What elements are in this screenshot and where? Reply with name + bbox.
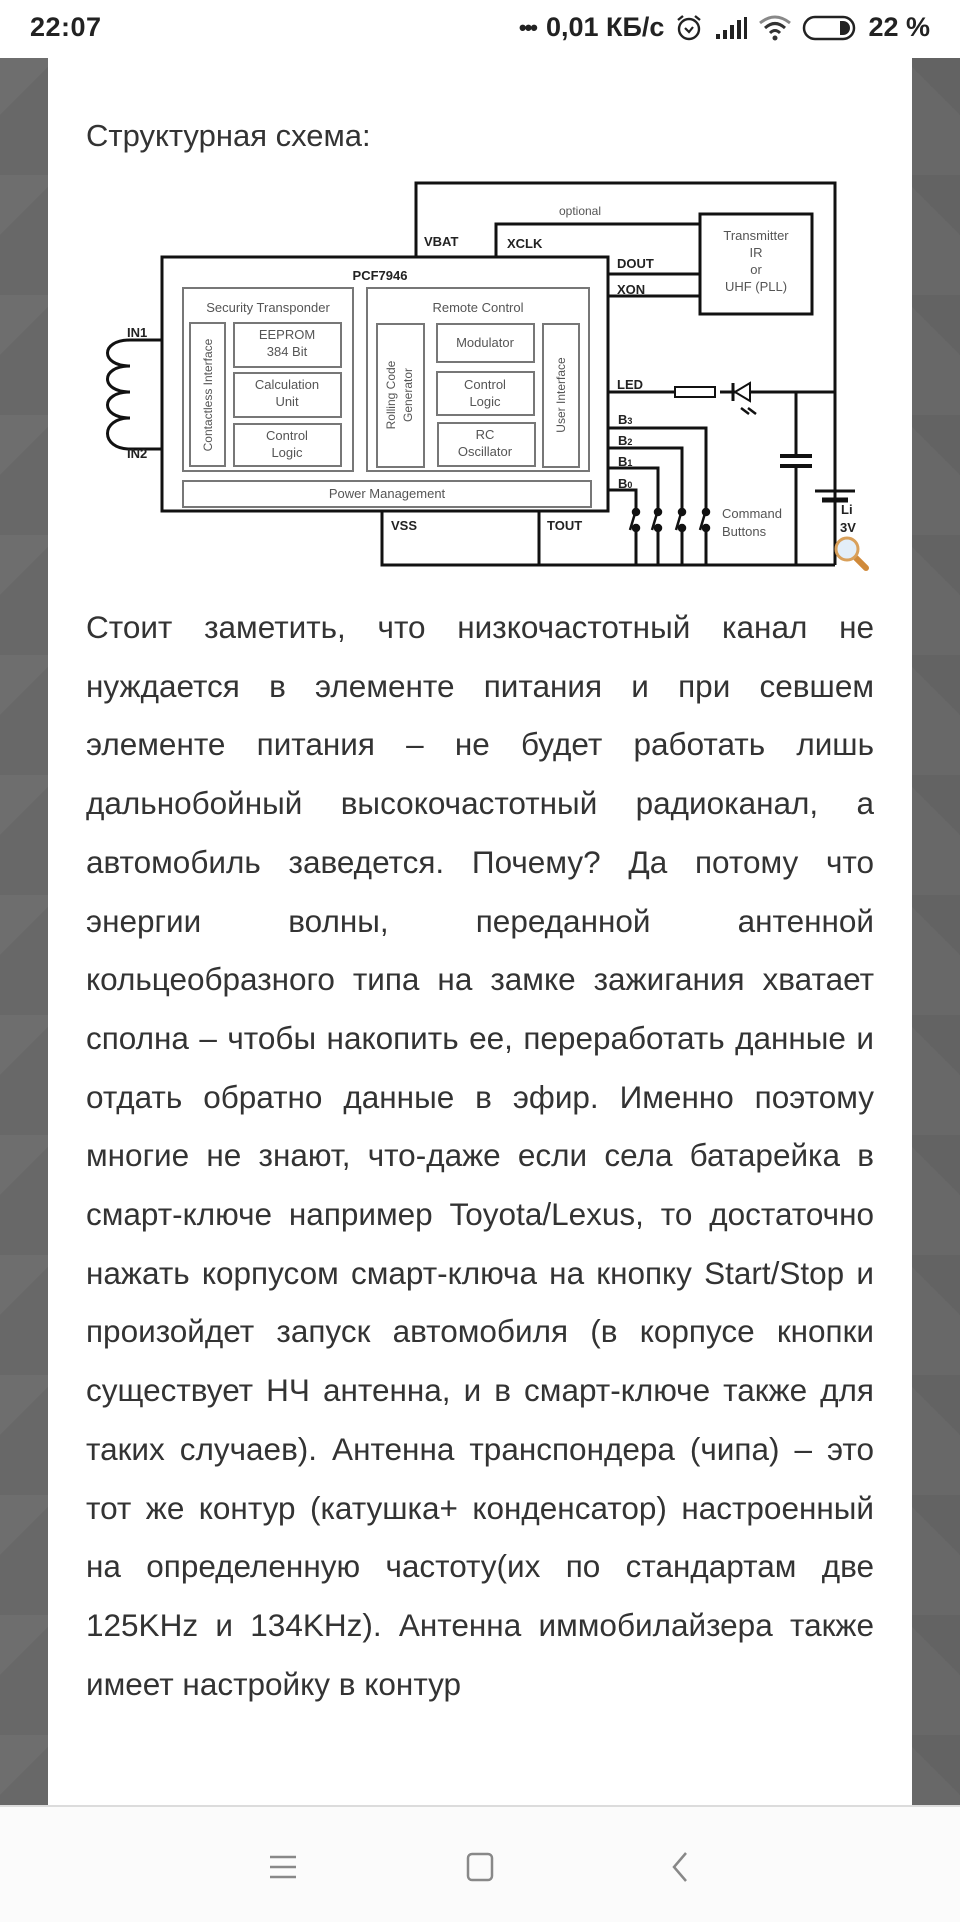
svg-text:Rolling Code: Rolling Code bbox=[384, 360, 398, 430]
svg-text:Unit: Unit bbox=[275, 394, 299, 409]
wifi-icon bbox=[758, 14, 792, 42]
svg-text:LED: LED bbox=[617, 377, 643, 392]
svg-text:Control: Control bbox=[266, 428, 308, 443]
svg-text:optional: optional bbox=[558, 204, 602, 218]
system-nav-bar bbox=[0, 1805, 960, 1922]
svg-text:B3: B3 bbox=[618, 412, 633, 427]
svg-text:Oscillator: Oscillator bbox=[457, 444, 513, 459]
home-square-icon bbox=[465, 1851, 495, 1883]
network-speed: 0,01 КБ/с bbox=[545, 12, 665, 42]
svg-text:384 Bit: 384 Bit bbox=[266, 344, 308, 359]
svg-text:Modulator: Modulator bbox=[456, 335, 514, 350]
block-diagram-image[interactable] bbox=[48, 58, 912, 578]
svg-text:IN1: IN1 bbox=[127, 325, 148, 340]
svg-text:Buttons: Buttons bbox=[722, 524, 767, 539]
svg-text:IN2: IN2 bbox=[127, 446, 148, 461]
svg-text:Calculation: Calculation bbox=[254, 377, 320, 392]
svg-text:3V: 3V bbox=[840, 520, 856, 535]
svg-text:VSS: VSS bbox=[391, 518, 418, 533]
more-notifications-icon: ••• bbox=[518, 14, 536, 40]
menu-icon bbox=[268, 1852, 298, 1882]
svg-text:Contactless Interface: Contactless Interface bbox=[201, 338, 215, 452]
menu-button[interactable] bbox=[263, 1847, 303, 1887]
svg-text:DOUT: DOUT bbox=[617, 256, 654, 271]
battery-icon bbox=[802, 14, 858, 42]
svg-text:XON: XON bbox=[617, 282, 646, 297]
svg-text:UHF (PLL): UHF (PLL) bbox=[724, 279, 788, 294]
svg-text:Control: Control bbox=[464, 377, 506, 392]
svg-text:Logic: Logic bbox=[469, 394, 501, 409]
article-panel bbox=[48, 58, 912, 1805]
svg-text:B2: B2 bbox=[618, 433, 633, 448]
svg-text:Power Management: Power Management bbox=[328, 486, 446, 501]
svg-text:PCF7946: PCF7946 bbox=[352, 268, 408, 283]
svg-text:Command: Command bbox=[722, 506, 782, 521]
svg-text:B1: B1 bbox=[618, 454, 633, 469]
svg-text:Security Transponder: Security Transponder bbox=[206, 300, 330, 315]
status-time: 22:07 bbox=[30, 12, 102, 42]
back-button[interactable] bbox=[660, 1847, 700, 1887]
svg-text:Li: Li bbox=[841, 502, 853, 517]
back-chevron-icon bbox=[668, 1851, 692, 1883]
svg-text:Transmitter: Transmitter bbox=[723, 228, 789, 243]
svg-text:EEPROM: EEPROM bbox=[258, 327, 316, 342]
svg-text:RC: RC bbox=[475, 427, 495, 442]
section-heading: Структурная схема: bbox=[86, 117, 371, 153]
svg-text:Generator: Generator bbox=[401, 367, 415, 423]
status-indicators bbox=[519, 12, 930, 43]
alarm-icon bbox=[674, 13, 704, 43]
svg-text:or: or bbox=[750, 262, 762, 277]
svg-text:VBAT: VBAT bbox=[424, 234, 459, 249]
svg-text:B0: B0 bbox=[618, 476, 633, 491]
svg-text:Remote Control: Remote Control bbox=[432, 300, 524, 315]
zoom-magnifier-icon[interactable] bbox=[836, 538, 866, 568]
signal-icon bbox=[714, 16, 748, 40]
home-button[interactable] bbox=[460, 1847, 500, 1887]
battery-percent: 22 % bbox=[868, 12, 930, 42]
svg-text:IR: IR bbox=[749, 245, 763, 260]
svg-text:Logic: Logic bbox=[271, 445, 303, 460]
article-body bbox=[86, 598, 874, 1713]
svg-text:TOUT: TOUT bbox=[547, 518, 583, 533]
svg-text:User Interface: User Interface bbox=[554, 357, 568, 433]
status-bar bbox=[0, 0, 960, 58]
article-paragraph: Стоит заметить, что низкочастотный канал не нуждается в элементе питания и при севшем элементе питания – не будет работать лишь дальнобойный высокочастотный радиоканал, а автомобиль заведется. Почему? Да потому что энергии волны, переданной антенной кольцеобразного типа на замке зажигания хватает сполна – чтобы накопить ее, переработать данные и отдать обратно данные в эфир. Именно поэтому многие не знают, что-даже если села батарейка в смарт-ключе например Toyota/Lexus, то достаточно нажать корпусом смарт-ключа на кнопку Start/Stop и произойдет запуск автомобиля (в корпусе кнопки существует НЧ антенна, и в смарт-ключе также для таких случаев). Антенна транспондера (чипа) – это тот же контур (катушка+ конденсатор) настроенный на определенную частоту(их по стандартам две 125KHz и 134KHz). Антенна иммобилайзера также имеет настройку в контур bbox=[86, 609, 874, 1702]
svg-text:XCLK: XCLK bbox=[507, 236, 543, 251]
